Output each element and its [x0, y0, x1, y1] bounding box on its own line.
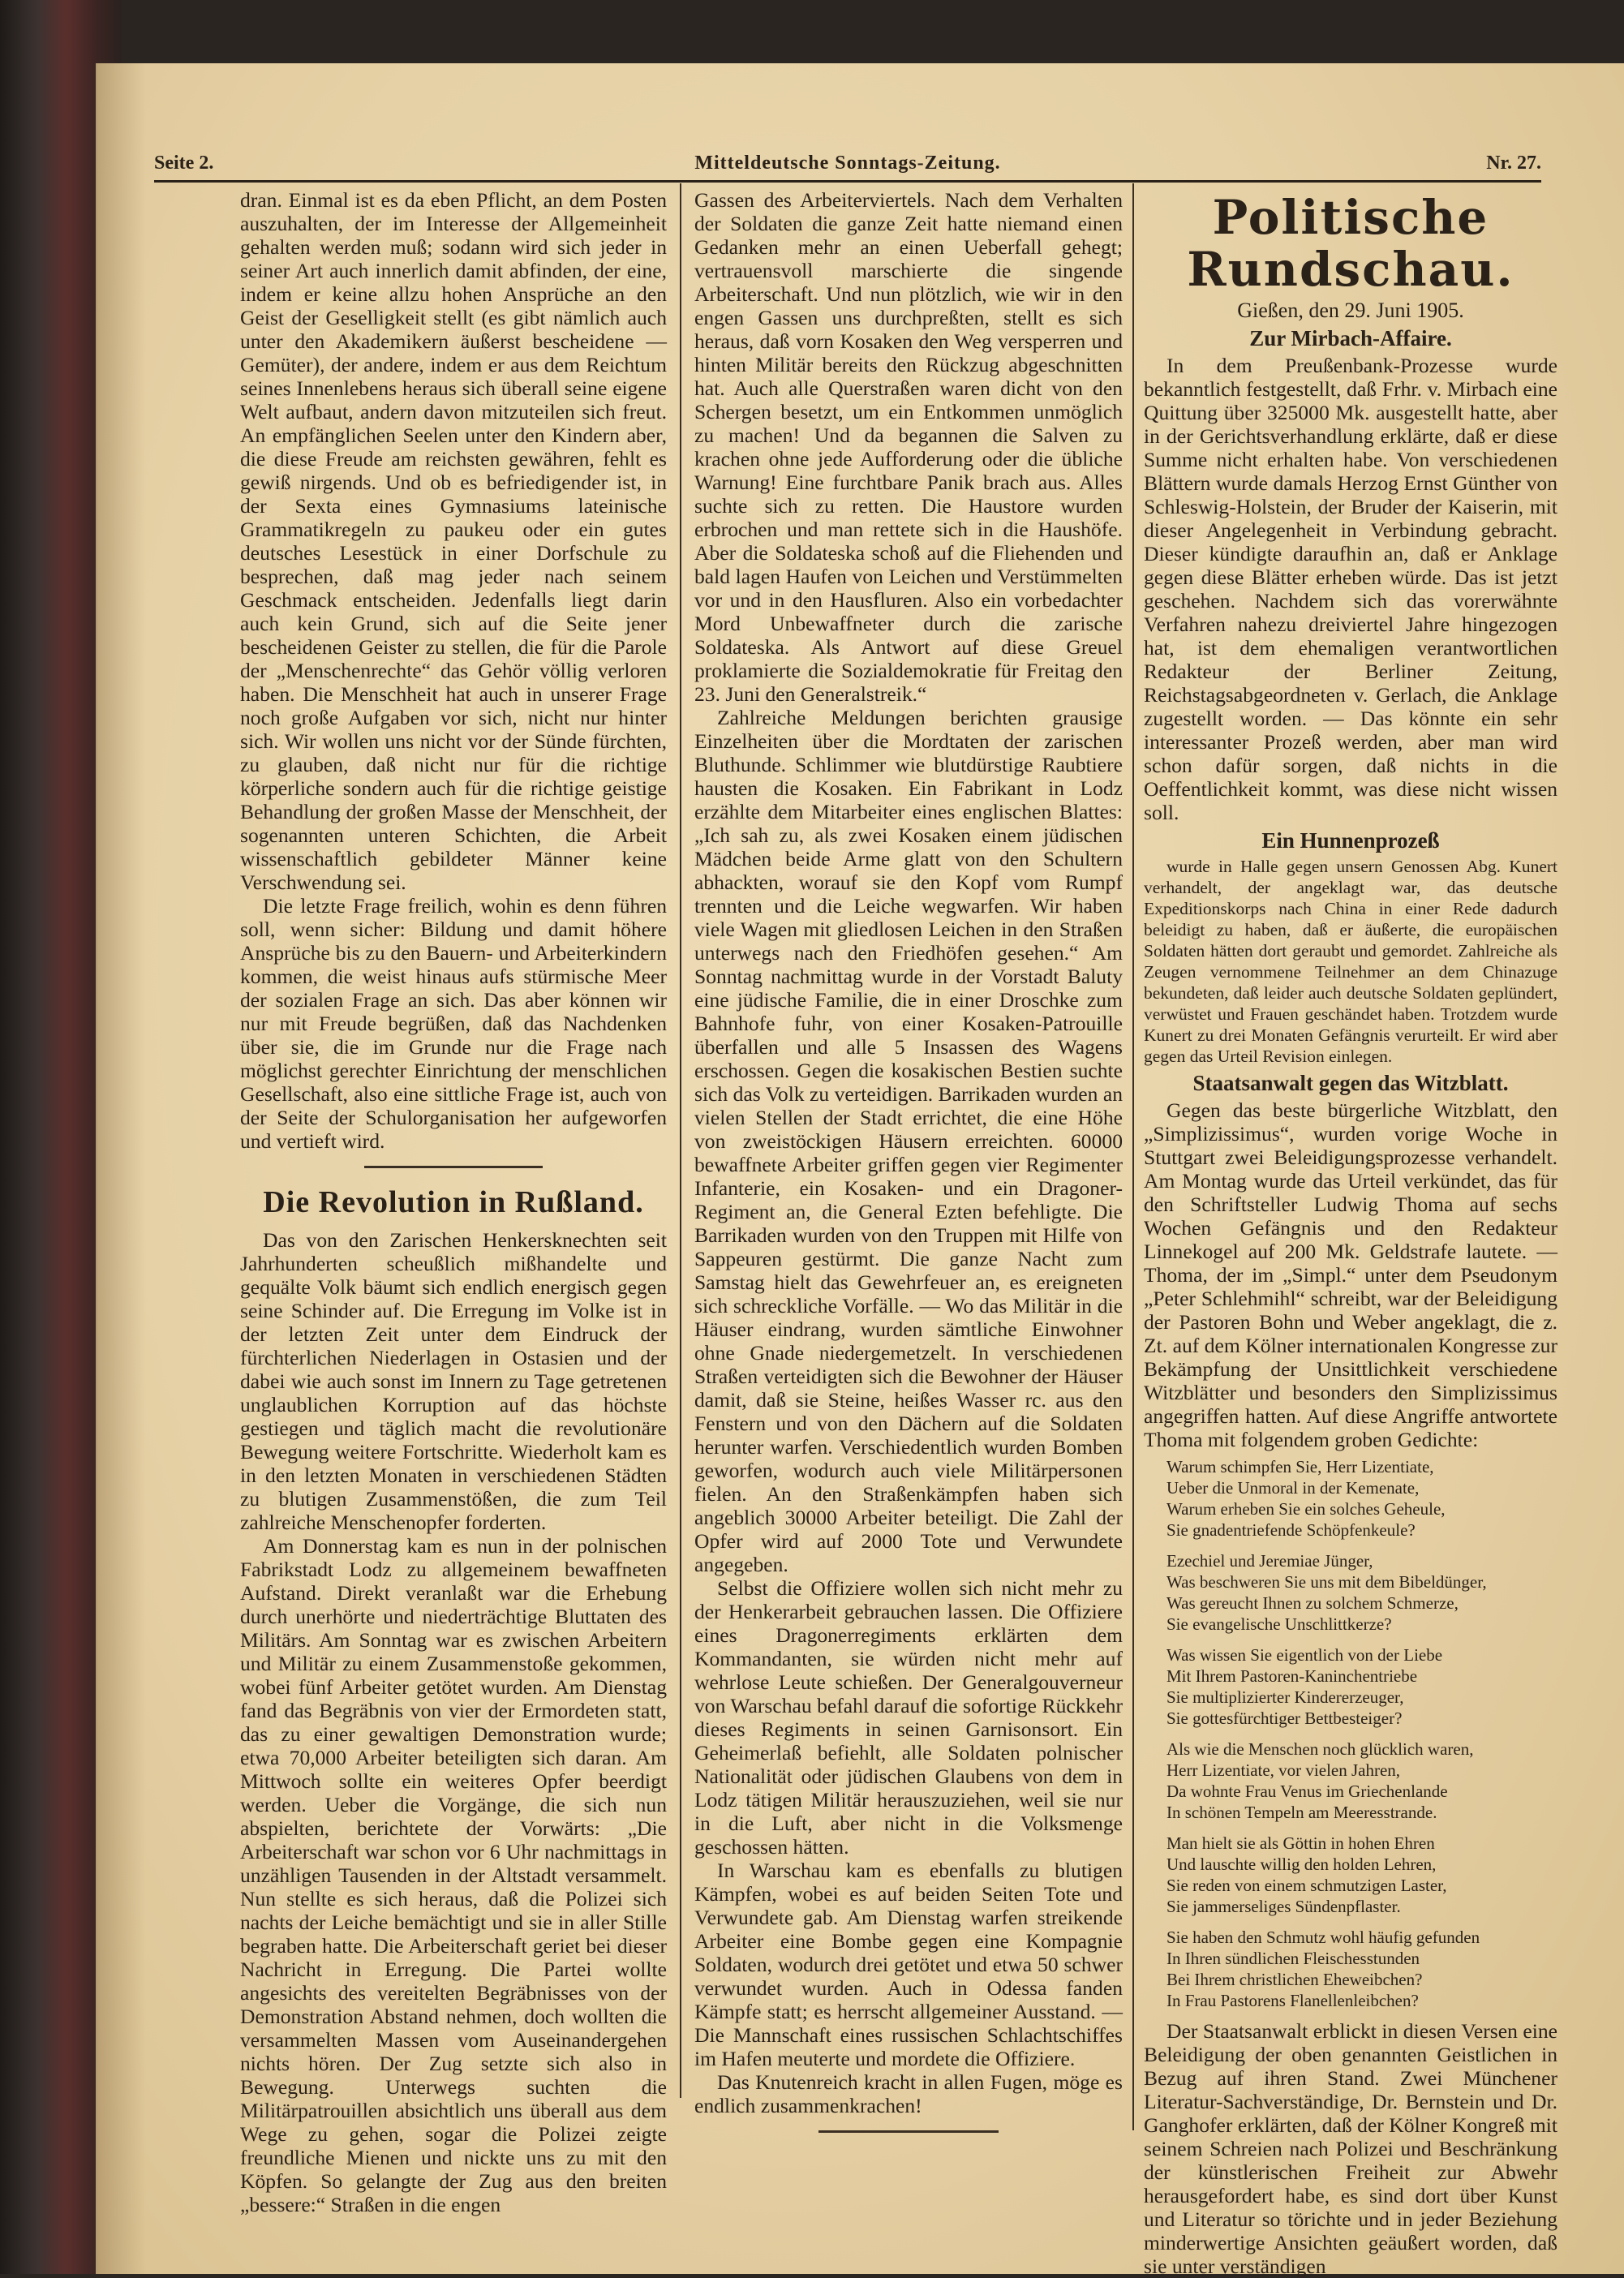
- poem-line: Sie multiplizierter Kindererzeuger,: [1166, 1687, 1404, 1707]
- poem-line: Ueber die Unmoral in der Kemenate,: [1166, 1478, 1420, 1498]
- poem-line: Sie haben den Schmutz wohl häufig gefunden: [1166, 1928, 1480, 1947]
- dateline: Gießen, den 29. Juni 1905.: [1237, 299, 1464, 322]
- poem-line: In schönen Tempeln am Meeresstrande.: [1166, 1803, 1437, 1822]
- section-separator: [364, 1166, 543, 1168]
- article-paragraph: Selbst die Offiziere wollen sich nicht mehr zu der Henkerarbeit gebrauchen lassen. Die Offiziere eines Dragonerregiments erklärten dem Kommandanten, sie würden nicht mehr auf wehrlose Leute schießen. Der Generalgouverneur von Warschau befahl darauf die sofortige Rückkehr dieses Regiments in seinen Garnisonsort. Ein Geheimerlaß befiehlt, alle Soldaten polnischer Nationalität oder jüdischen Glaubens von dem in Lodz tätigen Militär herauszuziehen, weil sie nur in die Luft, aber nicht in die Volksmenge geschossen hätten.: [694, 1576, 1123, 1859]
- article-paragraph: Am Donnerstag kam es nun in der polnischen Fabrikstadt Lodz zu allgemeinem bewaffneten Aufstand. Direkt veranlaßt war die Erhebung durch unerhörte und niederträchtige Bluttaten des Militärs. Am Sonntag war es zwischen Arbeitern und Militär zu einem Zusammenstoße gekommen, wobei fünf Arbeiter getötet wurden. Am Dienstag fand das Begräbnis von vier der Ermordeten statt, das zu einer gewaltigen Demonstration wurde; etwa 70,000 Arbeiter beteiligten sich daran. Am Mittwoch sollte ein weiteres Opfer beerdigt werden. Ueber die Vorgänge, die sich nun abspielten, berichtete der Vorwärts: „Die Arbeiterschaft war schon vor 6 Uhr nachmittags in unzähligen Tausenden in der Altstadt versammelt. Nun stellte es sich heraus, daß die Polizei sich nachts der Leiche bemächtigt und sie in aller Stille begraben hatte. Die Arbeiterschaft geriet bei dieser Nachricht in Erregung. Die Partei wollte angesichts des vereitelten Begräbnisses von der Demonstration Abstand nehmen, doch wollten die versammelten Massen vom Auseinandergehen nichts hören. Der Zug setzte sich also in Bewegung. Unterwegs suchten die Militärpatrouillen absichtlich uns überall aus dem Wege zu gehen, sogar die Polizei zeigte freundliche Mienen und nickte uns zu mit den Köpfen. So gelangte der Zug aus den breiten „bessere:“ Straßen in die engen: [240, 1534, 667, 2216]
- poem-line: Als wie die Menschen noch glücklich waren,: [1166, 1739, 1474, 1759]
- poem-line: Herr Lizentiate, vor vielen Jahren,: [1166, 1760, 1401, 1780]
- poem-line: Was wissen Sie eigentlich von der Liebe: [1166, 1645, 1443, 1665]
- article-paragraph: Der Staatsanwalt erblickt in diesen Versen eine Beleidigung der oben genannten Geistlichen in Bezug auf ihren Stand. Zwei Münchener Literatur-Sachverständige, Dr. Bernstein und Dr. Ganghofer erklärten, daß der Kölner Kongreß mit seinem Schreien nach Polizei und Beschränkung der künstlerischen Freiheit zur Abwehr herausgefordert habe, es sind dort über Kunst und Literatur so törichte und in jeder Beziehung minderwertige Ansichten geäußert worden, daß sie unter verständigen: [1144, 2019, 1557, 2278]
- poem-line: Ezechiel und Jeremiae Jünger,: [1166, 1551, 1373, 1571]
- article-paragraph: In Warschau kam es ebenfalls zu blutigen Kämpfen, wobei es auf beiden Seiten Tote und Verwundete gab. Am Dienstag warfen streikende Arbeiter eine Bombe gegen eine Kompagnie Soldaten, wodurch drei getötet und etwa 50 schwer verwundet wurden. Auch in Odessa fanden Kämpfe statt; es herrscht allgemeiner Ausstand. — Die Mannschaft eines russischen Schlachtschiffes im Hafen meuterte und mordete die Offiziere.: [694, 1859, 1123, 2070]
- poem-stanza-gap: [1166, 1917, 1557, 1927]
- poem-line: Und lauschte willig den holden Lehren,: [1166, 1855, 1437, 1874]
- subheading: Staatsanwalt gegen das Witzblatt.: [1192, 1071, 1509, 1095]
- header-rule: [154, 180, 1541, 183]
- column-1: [240, 188, 667, 2216]
- poem-stanza-gap: [1166, 1541, 1557, 1550]
- section-title: Politische Rundschau.: [1187, 190, 1514, 297]
- poem-line: Sie gnadentriefende Schöpfenkeule?: [1166, 1520, 1416, 1540]
- column-divider-2: [1132, 183, 1134, 2130]
- article-paragraph: Zahlreiche Meldungen berichten grausige Einzelheiten über die Mordtaten der zarischen Bluthunde. Schlimmer wie blutdürstige Raubtiere hausten die Kosaken. Ein Fabrikant in Lodz erzählte dem Mitarbeiter eines englischen Blattes: „Ich sah zu, als zwei Kosaken einem jüdischen Mädchen beide Arme glatt von den Schultern abhackten, worauf sie den Kopf vom Rumpf trennten und die Leiche wegwarfen. Wir haben viele Wagen mit gliedlosen Leichen in den Straßen unterwegs nach den Friedhöfen gesehen.“ Am Sonntag nachmittag wurde in der Vorstadt Baluty eine jüdische Familie, die in einer Droschke zum Bahnhofe fuhr, von einer Kosaken-Patrouille überfallen und alle 5 Insassen des Wagens erschossen. Gegen die kosakischen Bestien suchte sich das Volk zu verteidigen. Barrikaden wurden an vielen Stellen der Stadt errichtet, die eine Höhe von zweistöckigen Häusern erreichten. 60000 bewaffnete Arbeiter griffen gegen vier Regimenter Infanterie, ein Kosaken- und ein Dragoner-Regiment an, die General Ezten befehligte. Die Barrikaden wurden von den Truppen mit Hilfe von Sappeuren gestürmt. Die ganze Nacht zum Samstag hielt das Gewehrfeuer an, es ereigneten sich schreckliche Vorfälle. — Wo das Militär in die Häuser eindrang, wurden sämtliche Einwohner ohne Gnade niedergemetzelt. In verschiedenen Straßen verteidigten sich die Bewohner der Häuser damit, daß sie Steine, heißes Wasser rc. aus den Fenstern und von den Dächern auf die Soldaten herunter warfen. Verschiedentlich wurden Bomben geworfen, wodurch auch viele Militärpersonen fielen. An den Straßenkämpfen haben sich angeblich 30000 Arbeiter beteiligt. Die Zahl der Opfer wird auf 2000 Tote und Verwundete angegeben.: [694, 706, 1123, 1576]
- poem-line: Mit Ihrem Pastoren-Kaninchentriebe: [1166, 1666, 1418, 1686]
- column-3: [1144, 188, 1557, 2278]
- poem-line: Bei Ihrem christlichen Eheweibchen?: [1166, 1970, 1423, 1989]
- page-header: [154, 153, 1541, 177]
- article-headline: Die Revolution in Rußland.: [263, 1185, 644, 1219]
- poem-line: In Ihren sündlichen Fleischesstunden: [1166, 1949, 1420, 1968]
- poem-line: Da wohnte Frau Venus im Griechenlande: [1166, 1782, 1448, 1801]
- column-divider-1: [680, 183, 681, 2098]
- newspaper-title: Mitteldeutsche Sonntags-Zeitung.: [694, 153, 1001, 174]
- article-paragraph: Gegen das beste bürgerliche Witzblatt, den „Simplizissimus“, wurden vorige Woche in Stuttgart zwei Beleidigungsprozesse verhandelt. Am Montag wurde das Urteil verkündet, das für den Schriftsteller Ludwig Thoma auf sechs Wochen Gefängnis und den Redakteur Linnekogel auf 200 Mk. Geldstrafe lautete. — Thoma, der im „Simpl.“ unter dem Pseudonym „Peter Schlehmihl“ schreibt, war der Beleidigung der Pastoren Bohn und Weber angeklagt, die z. Zt. auf dem Kölner internationalen Kongresse zur Bekämpfung der Unsittlichkeit verschiedene Witzblätter und besonders den Simplizissimus angegriffen hatten. Auf diese Angriffe antwortete Thoma mit folgendem groben Gedichte:: [1144, 1098, 1557, 1451]
- poem-stanza-gap: [1166, 1823, 1557, 1833]
- poem-line: Sie gottesfürchtiger Bettbesteiger?: [1166, 1708, 1403, 1728]
- poem-line: Warum erheben Sie ein solches Geheule,: [1166, 1499, 1446, 1519]
- article-paragraph: Gassen des Arbeiterviertels. Nach dem Verhalten der Soldaten die ganze Zeit hatte niemand einen Gedanken mehr an einen Ueberfall gehegt; vertrauensvoll marschierte die singende Arbeiterschaft. Und nun plötzlich, wie wir in den engen Gassen uns durchpreßten, stellt es sich heraus, daß vorn Kosaken den Weg versperren und hinten Militär bereits den Rückzug abgeschnitten hat. Auch alle Querstraßen waren dicht von den Schergen besetzt, um ein Entkommen unmöglich zu machen! Und da begannen die Salven zu krachen ohne jede Aufforderung oder die übliche Warnung! Eine furchtbare Panik brach aus. Alles suchte sich zu retten. Die Haustore wurden erbrochen und man rettete sich in die Haushöfe. Aber die Soldateska schoß auf die Fliehenden und bald lagen Haufen von Leichen und Verstümmelten vor und in den Hausfluren. Also ein vorbedachter Mord Unbewaffneter durch die zarische Soldateska. Als Antwort auf diese Greuel proklamierte die Sozialdemokratie für Freitag den 23. Juni den Generalstreik.“: [694, 188, 1123, 706]
- poem-line: Warum schimpfen Sie, Herr Lizentiate,: [1166, 1457, 1434, 1476]
- issue-number: Nr. 27.: [1486, 153, 1541, 174]
- poem-line: Was gereucht Ihnen zu solchem Schmerze,: [1166, 1593, 1459, 1613]
- article-paragraph: Das Knutenreich kracht in allen Fugen, möge es endlich zusammenkrachen!: [694, 2070, 1123, 2117]
- subheading: Ein Hunnenprozeß: [1261, 828, 1440, 853]
- article-paragraph: Das von den Zarischen Henkersknechten seit Jahrhunderten scheußlich mißhandelte und gequälte Volk bäumt sich endlich energisch gegen seine Schinder auf. Die Erregung im Volke ist in der letzten Zeit unter dem Eindruck der fürchterlichen Niederlagen in Ostasien und der dabei wie auch sonst im Innern zu Tage getretenen unglaublichen Korruption auf das höchste gestiegen und täglich macht die revolutionäre Bewegung weitere Fortschritte. Wiederholt kam es in den letzten Monaten in verschiedenen Städten zu blutigen Zusammenstößen, die zum Teil zahlreiche Menschenopfer forderten.: [240, 1228, 667, 1534]
- poem-line: Sie reden von einem schmutzigen Laster,: [1166, 1876, 1447, 1895]
- article-paragraph: In dem Preußenbank-Prozesse wurde bekanntlich festgestellt, daß Frhr. v. Mirbach eine Quittung über 325000 Mk. ausgestellt hatte, aber in der Gerichtsverhandlung erklärte, daß er diese Summe nicht erhalten habe. Von verschiedenen Blättern wurde damals Herzog Ernst Günther von Schleswig-Holstein, der Bruder der Kaiserin, mit dieser Angelegenheit in Verbindung gebracht. Dieser kündigte daraufhin an, daß er Anklage gegen diese Blätter erheben würde. Das ist jetzt geschehen. Nachdem sich das vorerwähnte Verfahren nahezu dreiviertel Jahre hingezogen hat, ist dem ehemaligen verantwortlichen Redakteur der Berliner Zeitung, Reichstagsabgeordneten v. Gerlach, die Anklage zugestellt worden. — Das könnte ein sehr interessanter Prozeß werden, aber man wird schon dafür sorgen, daß nichts in die Oeffentlichkeit kommt, was diese nicht wissen soll.: [1144, 354, 1557, 824]
- article-paragraph: wurde in Halle gegen unsern Genossen Abg. Kunert verhandelt, der angeklagt war, das deutsche Expeditionskorps nach China in einer Rede dadurch beleidigt zu haben, daß er äußerte, die europäischen Soldaten hätten dort geraubt und gemordet. Zahlreiche als Zeugen vernommene Teilnehmer an dem Chinazuge bekundeten, daß leider auch deutsche Soldaten geplündert, verwüstet und Frauen geschändet haben. Trotzdem wurde Kunert zu drei Monaten Gefängnis verurteilt. Er wird aber gegen das Urteil Revision einlegen.: [1144, 857, 1557, 1066]
- poem-line: In Frau Pastorens Flanellenleibchen?: [1166, 1991, 1419, 2010]
- poem-line: Was beschweren Sie uns mit dem Bibeldünger,: [1166, 1572, 1487, 1592]
- poem-stanza-gap: [1166, 1635, 1557, 1644]
- page-number: Seite 2.: [154, 153, 214, 174]
- poem-line: Sie evangelische Unschlittkerze?: [1166, 1614, 1392, 1634]
- poem-line: Sie jammerseliges Sündenpflaster.: [1166, 1897, 1401, 1916]
- subheading: Zur Mirbach-Affaire.: [1249, 326, 1452, 350]
- poem: [1166, 1456, 1557, 2011]
- poem-stanza-gap: [1166, 1729, 1557, 1739]
- poem-line: Man hielt sie als Göttin in hohen Ehren: [1166, 1833, 1435, 1853]
- column-2: [694, 188, 1123, 2115]
- article-paragraph: dran. Einmal ist es da eben Pflicht, an dem Posten auszuhalten, der im Interesse der Allgemeinheit gehalten werden muß; sodann wird sich jeder in seiner Art auch innerlich damit abfinden, der eine, indem er keine allzu hohen Ansprüche an den Geist der Geselligkeit stellt (es gibt nämlich auch unter den Akademikern äußerst bescheidene — Gemüter), der andere, indem er aus dem Reichtum seines Innenlebens heraus sich überall seine eigene Welt aufbaut, andern davon mitzuteilen sich freut. An empfänglichen Seelen unter den Kindern aber, die diese Freude am reichsten gewähren, fehlt es gewiß nirgends. Und ob es befriedigender ist, in der Sexta eines Gymnasiums lateinische Grammatikregeln zu paukeu oder ein gutes deutsches Lesestück in einer Dorfschule zu besprechen, daß mag jeder nach seinem Geschmack entscheiden. Jedenfalls liegt darin auch kein Grund, sich auf die Seite jener bescheidenen Geister zu stellen, die für die Parole der „Menschenrechte“ das Gehör völlig verloren haben. Die Menschheit hat auch in unserer Frage noch große Aufgaben vor sich, nicht nur hinter sich. Wir wollen uns nicht vor der Sünde fürchten, zu glauben, daß nicht nur für die richtige körperliche sondern auch für die richtige geistige Behandlung der großen Masse der Menschheit, der sogenannten unteren Schichten, die Arbeit wissenschaftlich gebildeter Männer keine Verschwendung sei.: [240, 188, 667, 894]
- article-paragraph: Die letzte Frage freilich, wohin es denn führen soll, wenn sicher: Bildung und damit höhere Ansprüche bis zu den Bauern- und Arbeiterkindern kommen, die weist hinaus aufs stürmische Meer der sozialen Frage an sich. Das aber können wir nur mit Freude begrüßen, daß das Nachdenken über sie, die im Grunde nur die Frage nach möglichst gerechter Einrichtung der menschlichen Gesellschaft, also eine sittliche Frage ist, auch von der Seite der Schulorganisation her aufgeworfen und vertieft wird.: [240, 894, 667, 1153]
- section-separator: [818, 2130, 999, 2133]
